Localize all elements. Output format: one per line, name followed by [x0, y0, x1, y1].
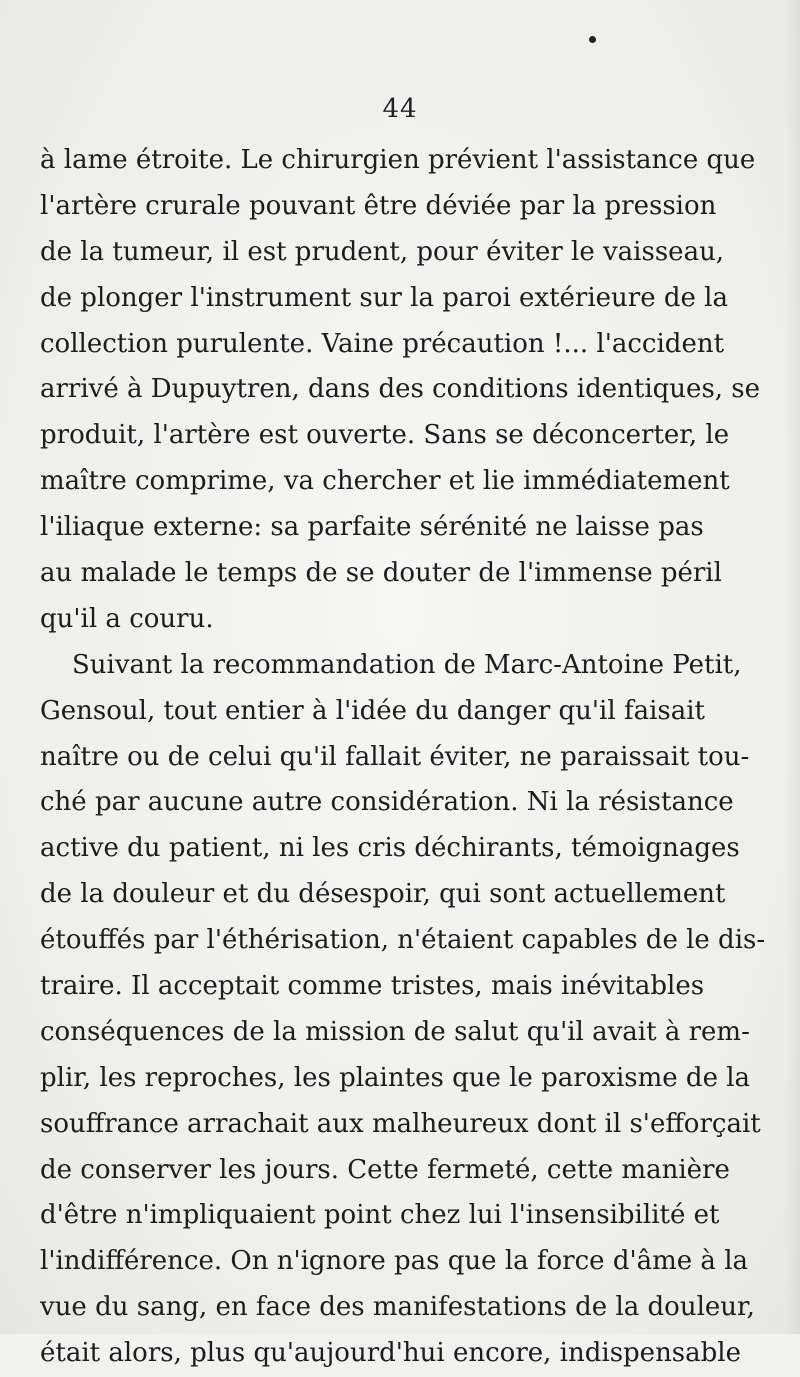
- text-line: naître ou de celui qu'il fallait éviter, ne paraissait tou-: [40, 741, 750, 772]
- page-number: 44: [382, 94, 418, 124]
- text-line: maître comprime, va chercher et lie immédiatement: [40, 466, 730, 497]
- body-text: [40, 138, 766, 1377]
- text-line: conséquences de la mission de salut qu'il avait à rem-: [40, 1016, 750, 1047]
- text-line: de la tumeur, il est prudent, pour éviter le vaisseau,: [40, 236, 725, 267]
- text-line: plir, les reproches, les plaintes que le paroxisme de la: [40, 1062, 751, 1093]
- text-line: de plonger l'instrument sur la paroi extérieure de la: [40, 282, 728, 313]
- text-line: collection purulente. Vaine précaution !... l'accident: [40, 328, 725, 359]
- text-line: vue du sang, en face des manifestations de la douleur,: [40, 1292, 755, 1323]
- text-line: Gensoul, tout entier à l'idée du danger qu'il faisait: [40, 695, 705, 726]
- text-line: souffrance arrachait aux malheureux dont il s'efforçait: [40, 1108, 761, 1139]
- text-line: de la douleur et du désespoir, qui sont actuellement: [40, 879, 726, 910]
- text-line: arrivé à Dupuytren, dans des conditions identiques, se: [40, 374, 761, 405]
- ink-speck: [589, 36, 596, 43]
- text-line: l'artère crurale pouvant être déviée par la pression: [40, 190, 717, 221]
- text-line: d'être n'impliquaient point chez lui l'insensibilité et: [40, 1200, 720, 1231]
- text-line: produit, l'artère est ouverte. Sans se déconcerter, le: [40, 420, 730, 451]
- text-line: traire. Il acceptait comme tristes, mais inévitables: [40, 971, 705, 1002]
- text-line: active du patient, ni les cris déchirants, témoignages: [40, 833, 740, 864]
- text-line: ché par aucune autre considération. Ni la résistance: [40, 787, 734, 818]
- text-line: était alors, plus qu'aujourd'hui encore, indispensable: [40, 1338, 741, 1369]
- text-line: étouffés par l'éthérisation, n'étaient capables de le dis-: [40, 925, 766, 956]
- text-line: à lame étroite. Le chirurgien prévient l'assistance que: [40, 145, 756, 175]
- text-line: Suivant la recommandation de Marc-Antoine Petit,: [72, 649, 742, 680]
- page-edge-shadow: [786, 0, 800, 1334]
- text-line: au malade le temps de se douter de l'immense péril: [40, 558, 722, 589]
- text-line: qu'il a couru.: [40, 603, 214, 634]
- text-line: de conserver les jours. Cette fermeté, cette manière: [40, 1154, 730, 1185]
- text-line: l'iliaque externe: sa parfaite sérénité ne laisse pas: [40, 512, 704, 543]
- text-line: l'indifférence. On n'ignore pas que la force d'âme à la: [40, 1246, 749, 1277]
